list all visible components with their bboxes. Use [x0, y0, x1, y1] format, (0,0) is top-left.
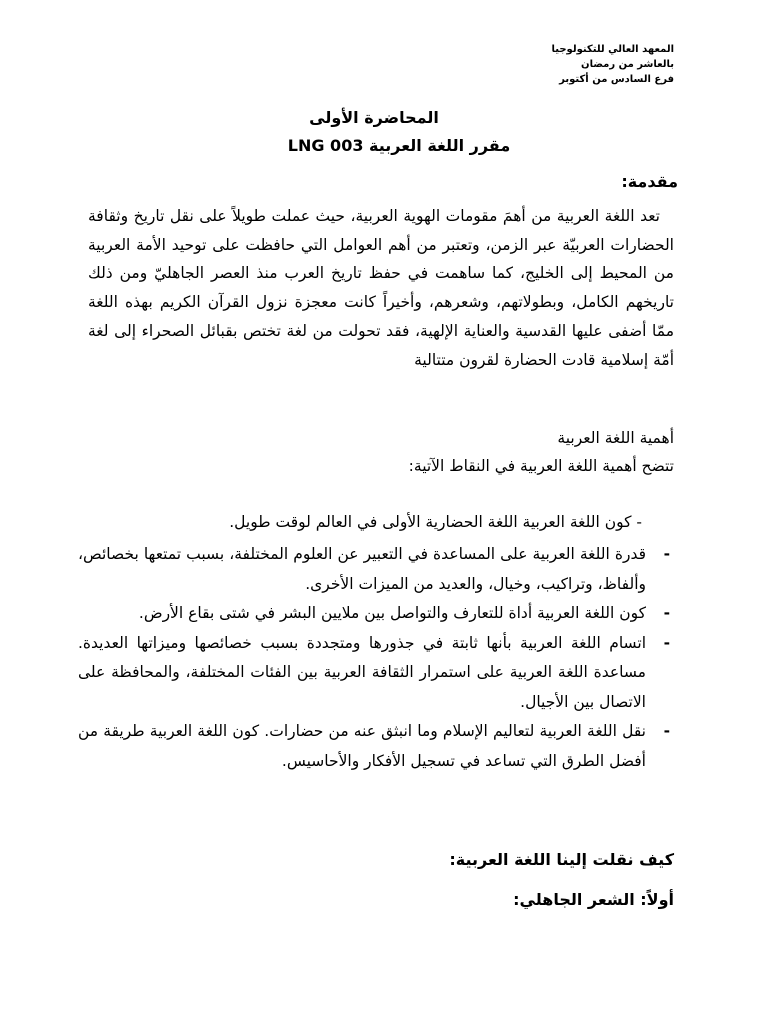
list-item — [78, 540, 674, 599]
list-item — [78, 717, 674, 776]
course-title: مقرر اللغة العربية LNG 003 — [287, 136, 511, 155]
institution-header — [552, 42, 674, 87]
institution-name: المعهد العالي للتكنولوجيا — [551, 44, 674, 55]
intro-section — [88, 202, 674, 374]
section-heading-jahili-poetry: أولاً: الشعر الجاهلي: — [513, 890, 674, 909]
section-heading-transmission: كيف نقلت إلينا اللغة العربية: — [449, 850, 674, 869]
institution-branch: فرع السادس من أكتوبر — [559, 74, 674, 85]
list-item-text: قدرة اللغة العربية على المساعدة في التعبير عن العلوم المختلفة، بسبب تمتعها بخصائص، وألفاظ، وتراكيب، وخيال، والعديد من الميزات الأخرى. — [78, 545, 646, 593]
lecture-title: المحاضرة الأولى — [309, 108, 439, 127]
intro-paragraph: تعد اللغة العربية من أهمَ مقومات الهوية العربية، حيث عملت طويلاً على نقل تاريخ وثقافة الحضارات العربيّة عبر الزمن، وتعتبر من أهم العوامل التي حافظت على توحيد الأمة العربية من المحيط إلى الخليج، كما ساهمت في حفظ تاريخ العرب منذ العصر الجاهليّ ومن ذلك تاريخهم الكامل، وبطولاتهم، وشعرهم، وأخيراً كانت معجزة نزول القرآن الكريم بهذه اللغة ممّا أضفى عليها القدسية والعناية الإلهية، فقد تحولت من لغة تختص بقبائل الصحراء إلى لغة أمّة إسلامية قادت الحضارة لقرون متتالية — [88, 207, 674, 369]
document-titles — [0, 104, 768, 160]
list-item — [78, 629, 674, 718]
list-item-text: اتسام اللغة العربية بأنها ثابتة في جذورها ومتجددة بسبب خصائصها وميزاتها العديدة. مساعدة اللغة العربية على استمرار الثقافة العربية بين الفئات المختلفة، والمحافظة على الاتصال بين الأجيال. — [78, 633, 646, 711]
bullet-marker: - — [663, 604, 670, 622]
list-item-text: كون اللغة العربية أداة للتعارف والتواصل بين ملايين البشر في شتى بقاع الأرض. — [138, 604, 646, 622]
bullet-marker: - — [663, 545, 670, 563]
importance-heading: أهمية اللغة العربية — [557, 429, 674, 447]
importance-section — [94, 424, 674, 480]
list-item — [78, 599, 674, 629]
importance-list — [78, 540, 674, 776]
bullet-marker: - — [663, 722, 670, 740]
institution-city: بالعاشر من رمضان — [581, 59, 674, 70]
intro-heading: مقدمة: — [621, 172, 678, 191]
importance-subheading: تتضح أهمية اللغة العربية في النقاط الآتية: — [408, 457, 674, 475]
first-importance-point: - كون اللغة العربية اللغة الحضارية الأولى في العالم لوقت طويل. — [229, 513, 642, 531]
bullet-marker: - — [663, 633, 670, 652]
list-item-text: نقل اللغة العربية لتعاليم الإسلام وما انبثق عنه من حضارات. كون اللغة العربية طريقة من أفضل الطرق التي تساعد في تسجيل الأفكار والأحاسيس. — [78, 722, 646, 770]
